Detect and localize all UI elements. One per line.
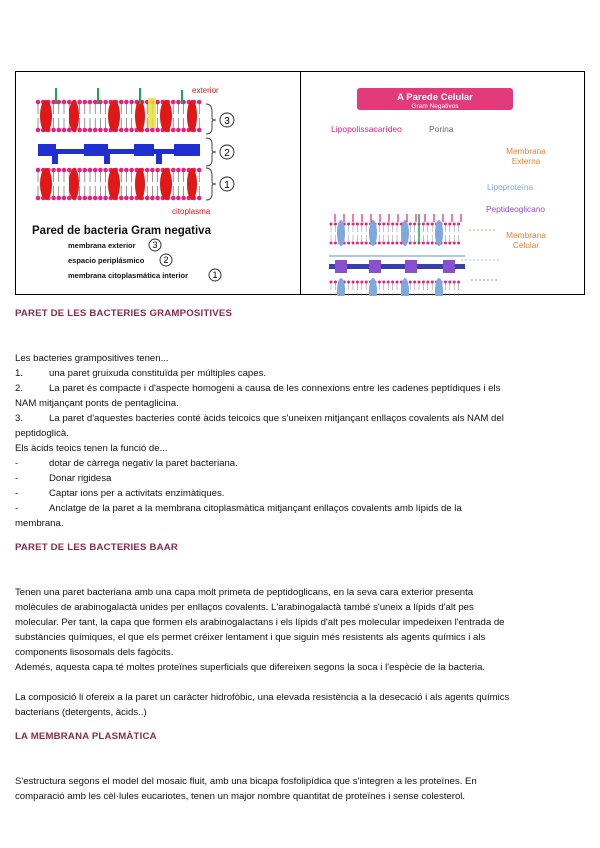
legend-num-3: 1 bbox=[212, 270, 218, 280]
layer-number-1: 1 bbox=[224, 180, 230, 191]
baar-line: components lisosomals dels fagòcits. bbox=[15, 647, 174, 658]
heading-membrana: LA MEMBRANA PLASMÀTICA bbox=[15, 731, 157, 742]
list-item: 3. La paret d'aquestes bacteries conté àcids teicoics que s'uneixen mitjançant enllaços covalents als NAM del peptidoglicà. bbox=[15, 413, 504, 439]
peptidoglycan-bar bbox=[329, 256, 465, 273]
baar-line: Tenen una paret bacteriana amb una capa molt primeta de peptidoglicans, en la seva cara exterior presenta bbox=[15, 587, 474, 598]
label-lps: Lipopolissacarídeo bbox=[331, 124, 402, 134]
peptidoglycan-layer bbox=[38, 144, 200, 164]
heading-grampositives: PARET DE LES BACTERIES GRAMPOSITIVES bbox=[15, 308, 233, 319]
legend-text-1: membrana exterior bbox=[68, 241, 136, 250]
layer-number-2: 2 bbox=[224, 148, 230, 159]
label-membrana-externa bbox=[481, 146, 571, 166]
grampos-intro: Les bacteries grampositives tenen... bbox=[15, 353, 169, 364]
label-exterior: exterior bbox=[192, 86, 219, 95]
legend-text-2: espacio periplásmico bbox=[68, 256, 145, 265]
functions-intro: Els àcids teoics tenen la funció de... bbox=[15, 443, 168, 454]
baar-line: bacterians (detergents, àcids..) bbox=[15, 707, 147, 718]
label-peptideoglicano: Peptideoglicano bbox=[486, 204, 546, 214]
baar-line: substàncies químiques, el que els permet créixer lentament i que siguin més resistents als agents químics i als bbox=[15, 632, 486, 643]
baar-line: molecular. Per tant, la capa que formen els arabinogalactans i els lípids d'alt pes molecular impedeixen l'entrada de bbox=[15, 617, 505, 628]
layer-number-3: 3 bbox=[224, 116, 230, 127]
list-item: - dotar de càrrega negativ la paret bacteriana. bbox=[15, 458, 238, 469]
legend-num-2: 2 bbox=[163, 255, 169, 265]
membrana-line: comparació amb les cèl·lules eucariotes, tenen un major nombre quantitat de proteïnes i sense colesterol. bbox=[15, 791, 466, 802]
label-porina: Porina bbox=[429, 124, 454, 134]
label-lipoproteina: Lipoproteína bbox=[487, 182, 534, 192]
gram-negative-wall-diagram-2 bbox=[301, 72, 584, 296]
gram-negative-wall-diagram bbox=[16, 72, 300, 296]
list-item: - Captar ions per a activitats enzimàtiques. bbox=[15, 488, 225, 499]
outer-membrane bbox=[330, 214, 462, 246]
document-body bbox=[15, 306, 587, 804]
label-membrana-externa-2: Externa bbox=[511, 156, 541, 166]
list-item: 2. La paret és compacte i d'aspecte homogeni a causa de les connexions entre les cadenes peptídiques i els NAM mitjançant ponts de pentaglicina. bbox=[15, 383, 501, 409]
baar-line: La composició li ofereix a la paret un caràcter hidrofòbic, una elevada resistència a la desecació i als agents químics bbox=[15, 692, 510, 703]
inner-membrane bbox=[330, 278, 461, 296]
right-diagram-panel bbox=[301, 72, 584, 294]
diagram-title: Pared de bacteria Gram negativa bbox=[32, 225, 211, 237]
outer-membrane-bilayer bbox=[36, 100, 202, 133]
banner-title: A Parede Celular bbox=[397, 92, 473, 103]
list-item: - Anclatge de la paret a la membrana citoplasmàtica mitjançant enllaços covalents amb lípids de la membrana. bbox=[15, 503, 462, 529]
list-item: - Donar rigidesa bbox=[15, 473, 112, 484]
label-membrana-celular-1: Membrana bbox=[506, 230, 546, 240]
baar-line: molècules de arabinogalactà unides per enllaços covalents. L'arabinogalactà també s'uneix a lípids d'alt pes bbox=[15, 602, 474, 613]
list-item: 1. una paret gruixuda constituïda per múltiples capes. bbox=[15, 368, 267, 379]
label-membrana-celular-2: Celular bbox=[512, 240, 540, 250]
inner-membrane-bilayer bbox=[36, 168, 202, 201]
membrana-line: S'estructura segons el model del mosaic fluit, amb una bicapa fosfolipídica que s'integren a les proteïnes. En bbox=[15, 776, 477, 787]
legend-text-3: membrana citoplasmática interior bbox=[68, 271, 189, 280]
label-citoplasma: citoplasma bbox=[172, 207, 211, 216]
legend-num-1: 3 bbox=[152, 240, 158, 250]
banner-subtitle: Gram Negativos bbox=[411, 103, 459, 110]
baar-line: Ademés, aquesta capa té moltes proteïnes superficials que difereixen segons la soca i l'espècie de la bacteria. bbox=[15, 662, 486, 673]
label-membrana-externa-1: Membrana bbox=[506, 146, 546, 156]
label-membrana-celular bbox=[481, 230, 571, 250]
layer-braces bbox=[206, 104, 216, 200]
heading-baar: PARET DE LES BACTERIES BAAR bbox=[15, 542, 178, 553]
left-diagram-panel bbox=[16, 72, 300, 294]
